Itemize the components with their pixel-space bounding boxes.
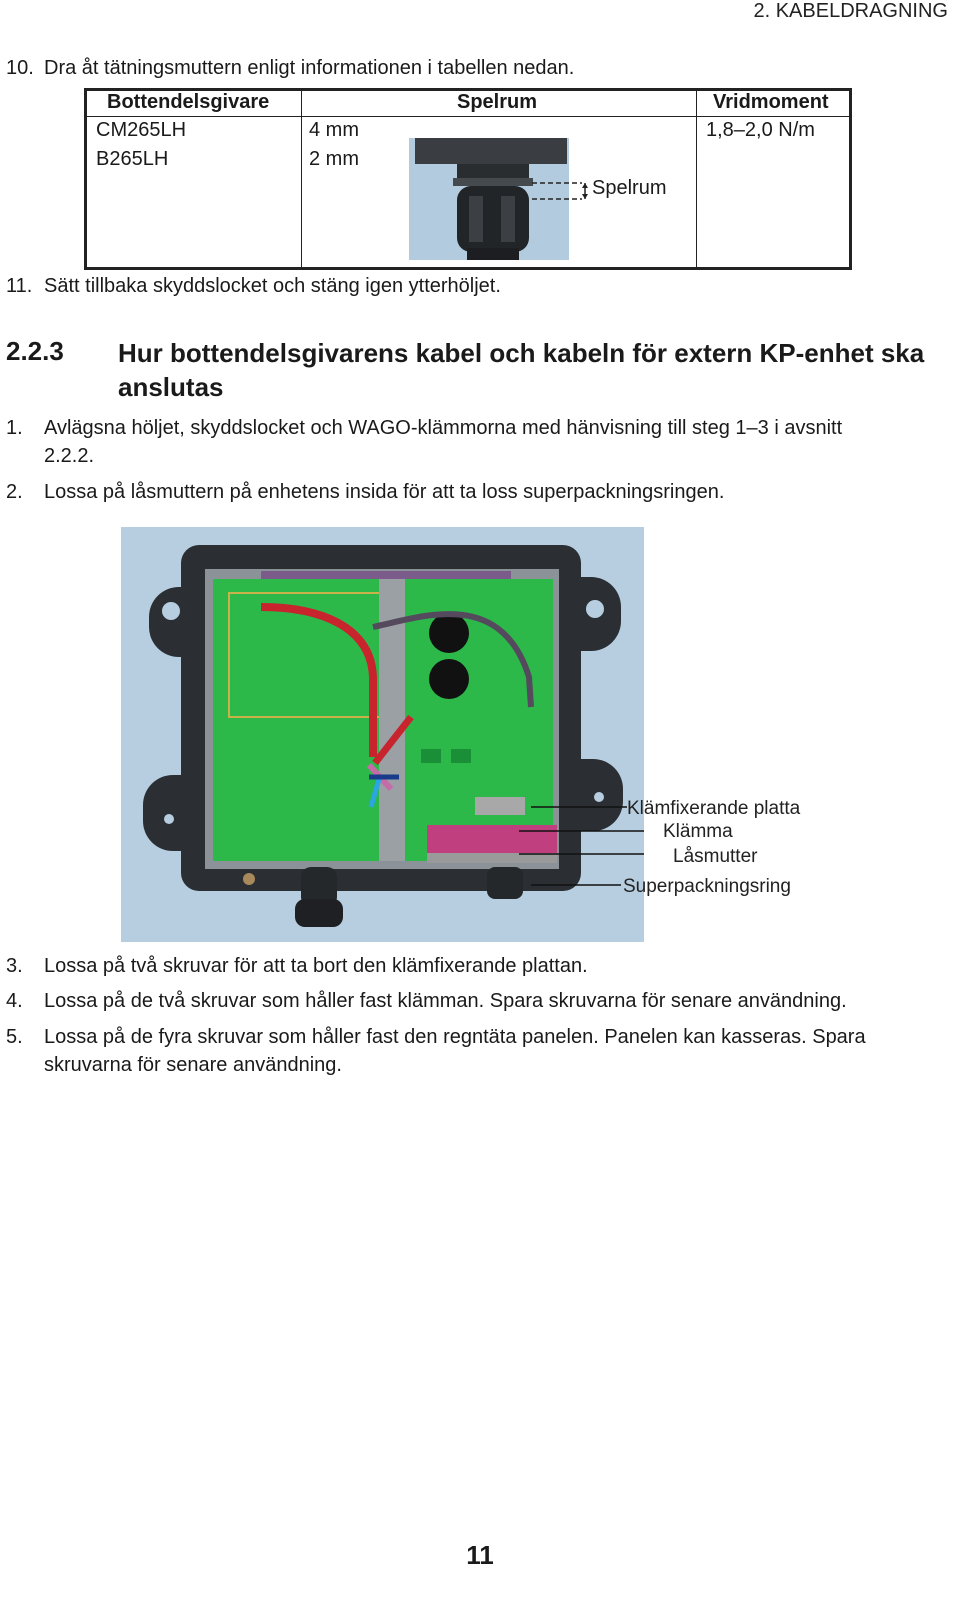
table-cell: 1,8–2,0 N/m — [706, 119, 815, 141]
step-number: 2. — [6, 481, 23, 503]
clearance-marker — [532, 179, 592, 205]
step-number: 4. — [6, 990, 23, 1012]
section-title: Hur bottendelsgivarens kabel och kabeln för extern KP-enhet ska anslutas — [118, 338, 925, 402]
step-number: 5. — [6, 1026, 23, 1048]
step-text: Dra åt tätningsmuttern enligt informationen i tabellen nedan. — [44, 57, 575, 79]
table-cell: 2 mm — [309, 148, 359, 170]
step-text: Lossa på de fyra skruvar som håller fast den regntäta panelen. Panelen kan kasseras. Spara — [44, 1026, 866, 1048]
column-divider — [301, 91, 302, 267]
step-number: 3. — [6, 955, 23, 977]
running-header: 2. KABELDRAGNING — [753, 0, 948, 22]
callout-klamfixerande-platta: Klämfixerande platta — [627, 798, 801, 819]
table-cell: CM265LH — [96, 119, 187, 141]
step-text: Avlägsna höljet, skyddslocket och WAGO-klämmorna med hänvisning till steg 1–3 i avsnitt — [44, 417, 843, 439]
step-text: Lossa på låsmuttern på enhetens insida för att ta loss superpackningsringen. — [44, 481, 725, 503]
table-header-cell: Bottendelsgivare — [107, 91, 270, 113]
step-text-continued: 2.2.2. — [44, 445, 95, 467]
step-number: 1. — [6, 417, 23, 439]
column-divider — [696, 91, 697, 267]
step-text: Lossa på två skruvar för att ta bort den klämfixerande plattan. — [44, 955, 588, 977]
callout-superpackningsring: Superpackningsring — [623, 876, 791, 897]
section-number: 2.2.3 — [6, 336, 64, 366]
step-5 — [0, 1023, 960, 1079]
callout-klamma: Klämma — [663, 821, 733, 842]
clearance-table — [84, 88, 852, 270]
unit-interior-photo — [121, 527, 644, 942]
step-number: 10. — [6, 57, 34, 79]
table-header-cell: Spelrum — [457, 91, 538, 113]
step-text: Lossa på de två skruvar som håller fast klämman. Spara skruvarna för senare användning. — [44, 990, 847, 1012]
step-text-continued: skruvarna för senare användning. — [44, 1054, 342, 1076]
step-text: Sätt tillbaka skyddslocket och stäng igen ytterhöljet. — [44, 275, 501, 297]
page-number: 11 — [466, 1540, 494, 1570]
table-cell: B265LH — [96, 148, 169, 170]
table-cell: 4 mm — [309, 119, 359, 141]
step-1 — [0, 414, 960, 470]
header-divider — [87, 116, 849, 117]
step-number: 11. — [6, 275, 33, 297]
callout-lasmutter: Låsmutter — [673, 846, 758, 867]
spelrum-label: Spelrum — [592, 177, 667, 199]
table-header-cell: Vridmoment — [713, 91, 829, 113]
